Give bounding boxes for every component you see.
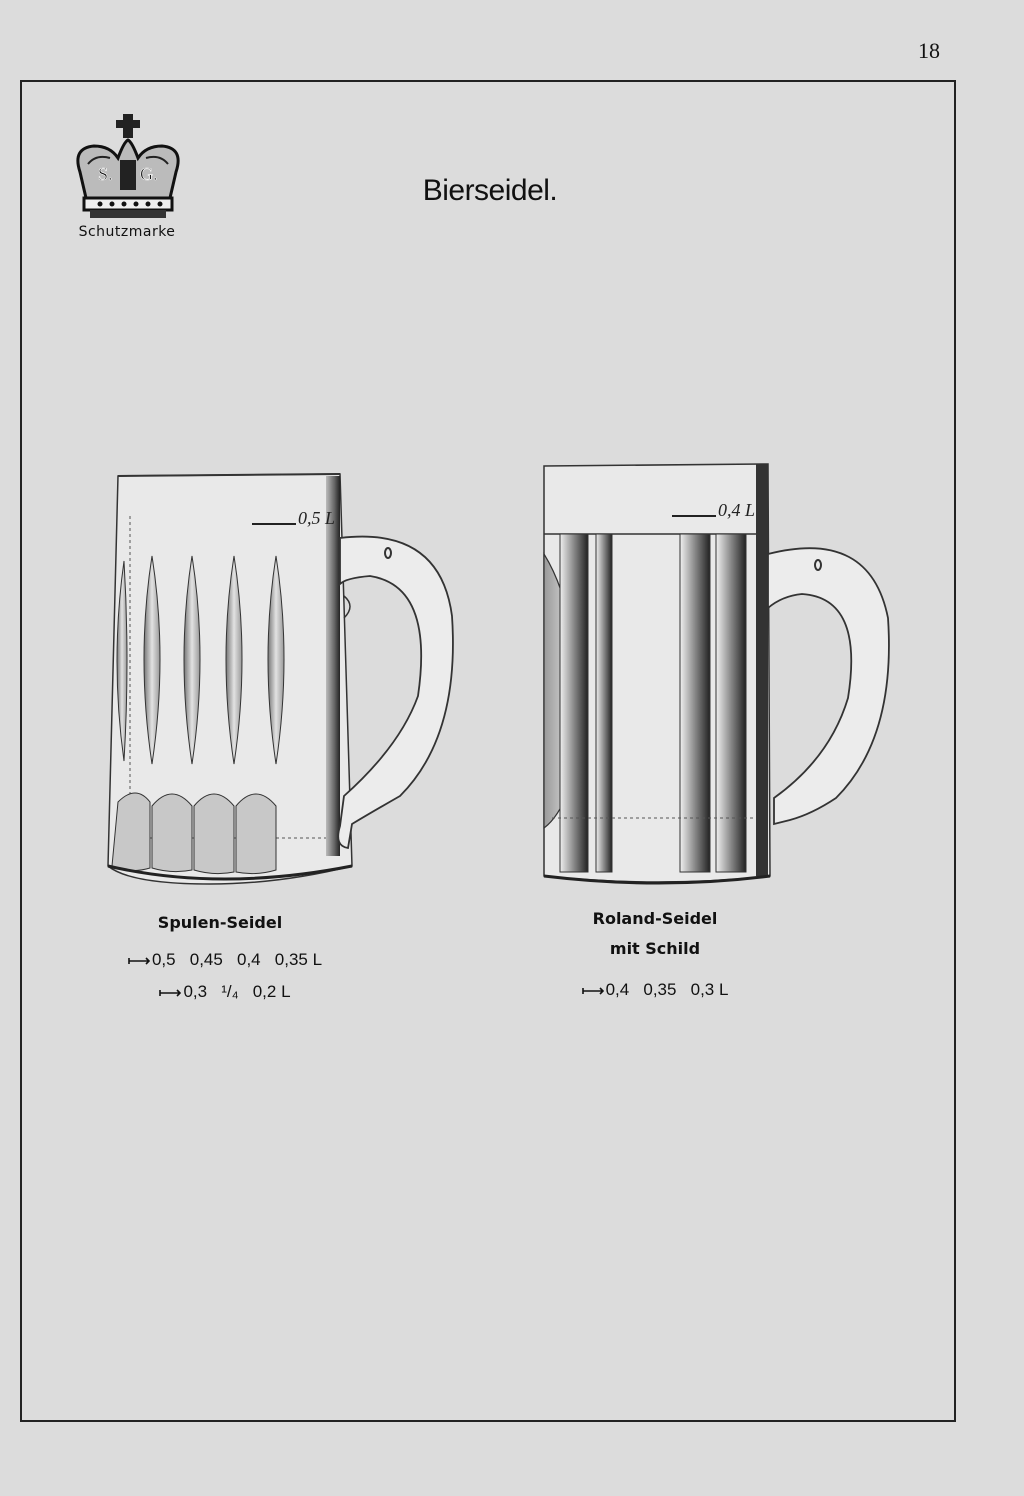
- crown-icon: [66, 112, 190, 240]
- fill-line-icon: [582, 986, 604, 996]
- fill-line-icon: [159, 988, 181, 998]
- item-name: Roland-Seidel: [592, 909, 718, 928]
- fill-mark-label: 0,4 L: [718, 500, 756, 520]
- sizes-row-2: [100, 976, 350, 1008]
- sizes-values: 0,3 ¹/₄ 0,2 L: [183, 982, 291, 1001]
- fill-mark-label: 0,5 L: [298, 508, 336, 528]
- spulen-seidel-caption: [120, 908, 320, 938]
- roland-seidel-illustration: [530, 458, 900, 894]
- spulen-seidel-illustration: [100, 466, 470, 896]
- sizes-values: 0,4 0,35 0,3 L: [605, 980, 729, 999]
- spulen-seidel-sizes: [100, 944, 350, 1008]
- roland-seidel-sizes: [540, 974, 770, 1006]
- logo-caption: Schutzmarke: [78, 224, 176, 240]
- item-name: Spulen-Seidel: [157, 913, 283, 932]
- item-name-line2: mit Schild: [609, 939, 701, 958]
- page-number: 18: [918, 38, 940, 63]
- sizes-values: 0,5 0,45 0,4 0,35 L: [151, 950, 323, 969]
- logo-letter-s: S.: [98, 164, 113, 184]
- logo-letter-g: G.: [140, 164, 158, 184]
- page-title: Bierseidel.: [422, 174, 558, 207]
- sizes-row-1: [100, 944, 350, 976]
- sizes-row-1: [540, 974, 770, 1006]
- fill-line-icon: [128, 956, 150, 966]
- roland-seidel-caption: [555, 904, 755, 964]
